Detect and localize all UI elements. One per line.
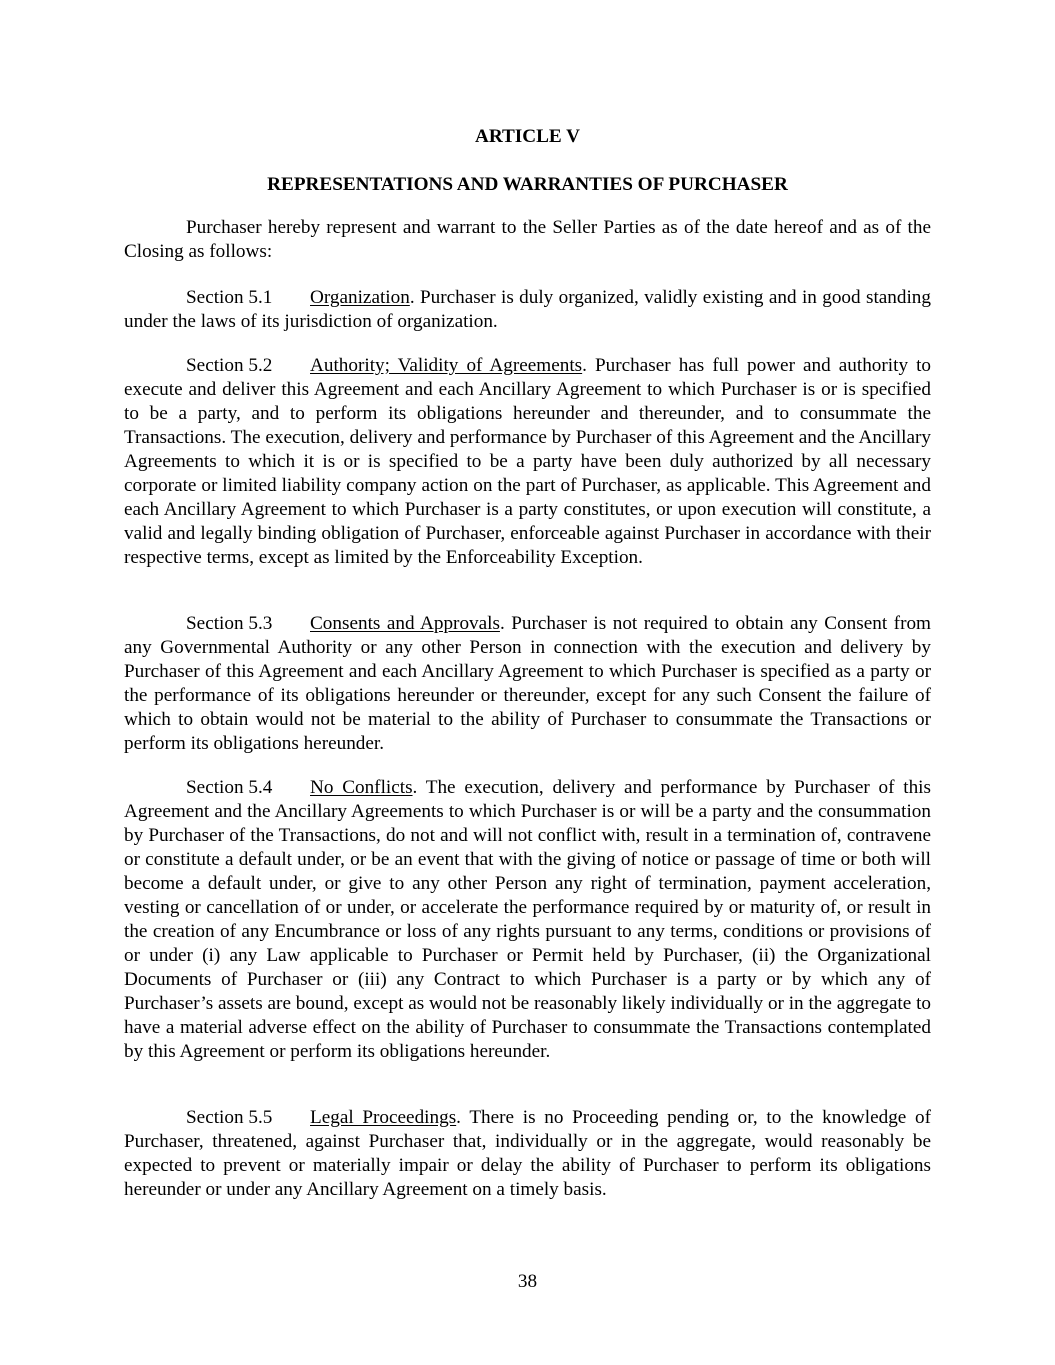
section-title: Consents and Approvals	[310, 613, 500, 634]
section-title: Organization	[310, 287, 410, 308]
section-5-2	[124, 354, 931, 570]
section-5-3	[124, 612, 931, 756]
section-title: Authority; Validity of Agreements	[310, 355, 583, 376]
section-5-5	[124, 1106, 931, 1202]
section-number: Section 5.3	[186, 613, 273, 634]
section-title: Legal Proceedings	[310, 1107, 457, 1128]
intro-paragraph: Purchaser hereby represent and warrant to the Seller Parties as of the date hereof and as of the Closing as follows:	[124, 217, 931, 262]
section-number: Section 5.5	[186, 1107, 273, 1128]
page-number: 38	[517, 1271, 538, 1292]
section-number: Section 5.2	[186, 355, 273, 376]
section-text: . The execution, delivery and performance by Purchaser of this Agreement and the Ancillary Agreements to which Purchaser is or will be a party and the consummation by Purchaser of the Transactions, do not and will not conflict with, result in a termination of, contravene or constitute a default under, or be an event that with the giving of notice or passage of time or both will become a default under, or give to any other Person any right of termination, payment acceleration, vesting or cancellation of or under, or accelerate the performance required by or maturity of, or result in the creation of any Encumbrance or loss of any rights pursuant to any terms, conditions or provisions of or under (i) any Law applicable to Purchaser or Permit held by Purchaser, (ii) the Organizational Documents of Purchaser or (iii) any Contract to which Purchaser is a party or by which any of Purchaser’s assets are bound, except as would not be reasonably likely individually or in the aggregate to have a material adverse effect on the ability of Purchaser to consummate the Transactions contemplated by this Agreement or perform its obligations hereunder.	[124, 777, 931, 1062]
section-number: Section 5.4	[186, 777, 273, 798]
section-5-1	[124, 286, 931, 334]
article-number: ARTICLE V	[474, 126, 581, 147]
article-title: REPRESENTATIONS AND WARRANTIES OF PURCHASER	[267, 174, 788, 195]
section-text: . Purchaser has full power and authority to execute and deliver this Agreement and each Ancillary Agreement to which Purchaser is or is specified to be a party, and to perform its obligations hereunder and thereunder, and to consummate the Transactions. The execution, delivery and performance by Purchaser of this Agreement and the Ancillary Agreements to which it is or is specified to be a party have been duly authorized by all necessary corporate or limited liability company action on the part of Purchaser, as applicable. This Agreement and each Ancillary Agreement to which Purchaser is a party constitutes, or upon execution will constitute, a valid and legally binding obligation of Purchaser, enforceable against Purchaser in accordance with their respective terms, except as limited by the Enforceability Exception.	[124, 355, 932, 568]
section-title: No Conflicts	[310, 777, 413, 798]
section-text: . There is no Proceeding pending or, to the knowledge of Purchaser, threatened, against Purchaser that, individually or in the aggregate, would reasonably be expected to prevent or materially impair or delay the ability of Purchaser to perform its obligations hereunder or under any Ancillary Agreement on a timely basis.	[124, 1107, 931, 1200]
section-text: . Purchaser is duly organized, validly existing and in good standing under the laws of its jurisdiction of organization.	[124, 287, 931, 332]
section-5-4	[124, 776, 931, 1064]
section-text: . Purchaser is not required to obtain any Consent from any Governmental Authority or any other Person in connection with the execution and delivery by Purchaser of this Agreement and each Ancillary Agreement to which Purchaser is specified as a party or the performance of its obligations hereunder or thereunder, except for any such Consent the failure of which to obtain would not be material to the ability of Purchaser to consummate the Transactions or perform its obligations hereunder.	[124, 613, 931, 754]
section-number: Section 5.1	[186, 287, 273, 308]
